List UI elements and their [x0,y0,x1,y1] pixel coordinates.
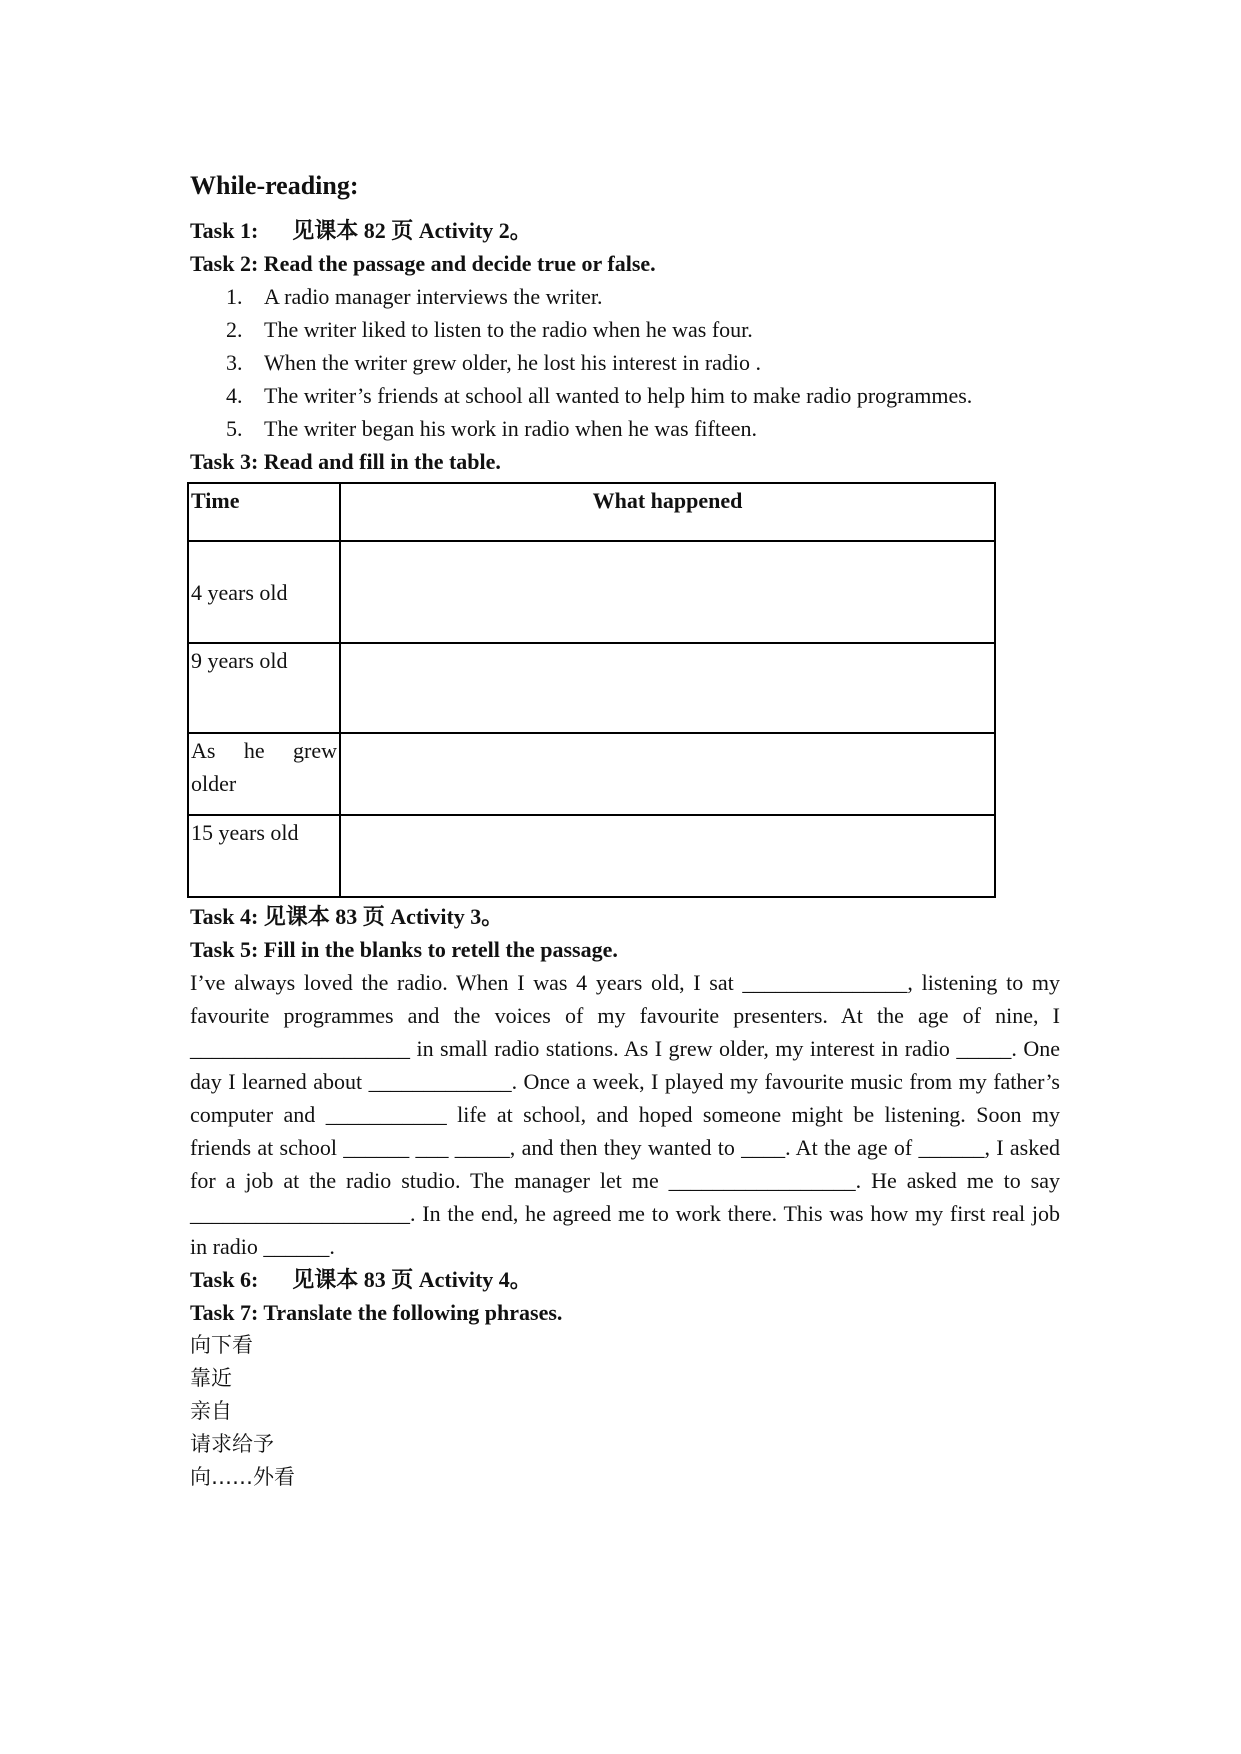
header-what-happened: What happened [340,483,995,541]
task1-text: 见课本 82 页 Activity 2。 [292,218,532,243]
list-item: 2. The writer liked to listen to the radio when he was four. [226,317,753,342]
list-item: 1. A radio manager interviews the writer. [226,284,603,309]
row-answer-cell[interactable] [340,815,995,897]
list-item: 靠近 [190,1366,232,1390]
list-item: 3. When the writer grew older, he lost his interest in radio . [226,350,762,375]
table-row [188,541,995,643]
phrase-list [190,1329,1060,1494]
table-header-row [188,483,995,541]
table-row [188,643,995,733]
list-item: 5. The writer began his work in radio when he was fifteen. [226,416,758,441]
task4-label: Task 4: 见课本 83 页 Activity 3。 [190,904,504,929]
true-false-list [190,280,1060,445]
worksheet-page [190,160,1060,1494]
table-row [188,733,995,815]
task5-label: Task 5: Fill in the blanks to retell the passage. [190,937,618,962]
task6-line [190,1263,1060,1296]
task1-line [190,214,1060,247]
row-answer-cell[interactable] [340,643,995,733]
row-answer-cell[interactable] [340,733,995,815]
task6-label: Task 6: [190,1267,259,1292]
section-heading: While-reading: [190,171,359,200]
task3-label: Task 3: Read and fill in the table. [190,449,501,474]
row-time: 9 years old [188,643,340,733]
list-item: 向……外看 [190,1465,295,1489]
list-item: 4. The writer’s friends at school all wanted to help him to make radio programmes. [226,383,973,408]
row-time: 15 years old [188,815,340,897]
list-item: 请求给予 [190,1432,274,1456]
list-item: 向下看 [190,1333,253,1357]
retell-passage [190,966,1060,1263]
task2-label: Task 2: Read the passage and decide true or false. [190,251,656,276]
row-time: 4 years old [188,541,340,643]
row-time: As he grew older [188,733,340,815]
task7-label: Task 7: Translate the following phrases. [190,1300,563,1325]
table-row [188,815,995,897]
row-answer-cell[interactable] [340,541,995,643]
task6-text: 见课本 83 页 Activity 4。 [292,1267,532,1292]
fill-in-table [187,482,996,898]
task1-label: Task 1: [190,218,259,243]
list-item: 亲自 [190,1399,232,1423]
retell-text: I’ve always loved the radio. When I was 4 years old, I sat _______________, listening to my favourite programmes and the voices of my favourite presenters. At the age of nine, I ____________________ in small radio stations. As I grew older, my interest in radio _____. One day I learned about _____________. Once a week, I played my favourite music from my father’s computer and ___________ life at school, and hoped someone might be listening. Soon my friends at school ______ ___ _____, and then they wanted to ____. At the age of ______, I asked for a job at the radio studio. The manager let me _________________. He asked me to say ____________________. In the end, he agreed me to work there. This was how my first real job in radio ______. [190,970,1060,1259]
header-time: Time [188,483,340,541]
